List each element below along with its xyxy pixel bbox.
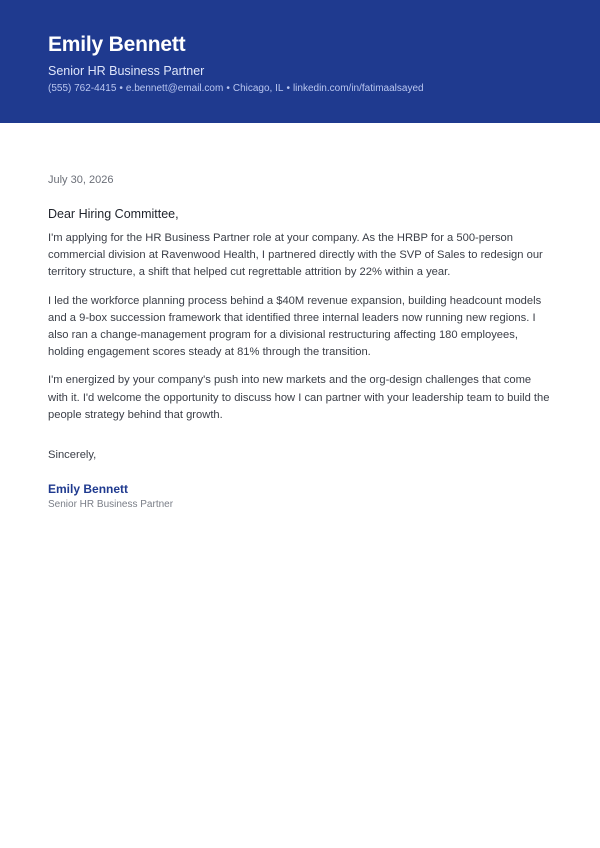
applicant-title: Senior HR Business Partner [48, 64, 205, 78]
contact-line [48, 82, 552, 96]
contact-linkedin[interactable]: linkedin.com/in/fatimaalsayed [292, 83, 424, 94]
letter-body [0, 123, 600, 512]
signature-title: Senior HR Business Partner [48, 499, 174, 511]
signature-name: Emily Bennett [48, 482, 129, 497]
letterhead-header [0, 0, 600, 123]
contact-separator: • [286, 83, 290, 94]
body-paragraph-1: I'm applying for the HR Business Partner role at your company. As the HRBP for a 500-person commercial division at Ravenwood Health, I partnered directly with the SVP of Sales to redesign our territory structure, a shift that helped cut regrettable attrition by 22% within a year. [48, 232, 543, 279]
contact-separator: • [226, 83, 230, 94]
contact-phone: (555) 762-4415 [48, 83, 117, 94]
letter-date: July 30, 2026 [48, 174, 114, 186]
body-paragraph-2: I led the workforce planning process behind a $40M revenue expansion, building headcount models and a 9-box succession framework that identified three internal leaders now running new regions. I also ran a change-management program for a divisional restructuring affecting 180 employees, holding engagement scores steady at 81% through the transition. [48, 294, 542, 359]
contact-email[interactable]: e.bennett@email.com [125, 83, 224, 94]
closing: Sincerely, [48, 449, 97, 462]
body-paragraph-3: I'm energized by your company's push into new markets and the org-design challenges that come with it. I'd welcome the opportunity to discuss how I can partner with your leadership team to build the people strategy behind that growth. [48, 374, 550, 421]
contact-location: Chicago, IL [232, 83, 284, 94]
contact-separator: • [119, 83, 123, 94]
applicant-name: Emily Bennett [48, 33, 186, 56]
salutation: Dear Hiring Committee, [48, 207, 179, 221]
